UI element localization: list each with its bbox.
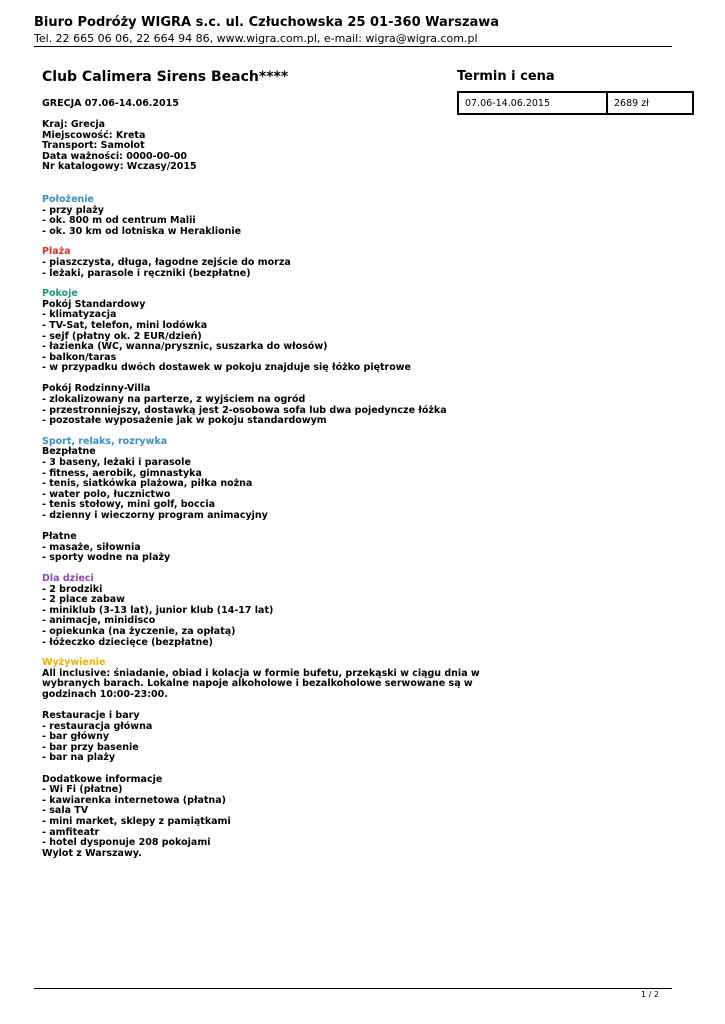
section-title: Dla dzieci [42,572,94,584]
section-line: - ok. 30 km od lotniska w Heraklionie [42,225,242,237]
price-panel [457,68,694,115]
section-line: - masaże, siłownia [42,541,141,553]
section-line: - 2 brodziki [42,583,103,595]
section-3 [42,437,442,564]
agency-title: Biuro Podróży WIGRA s.c. ul. Człuchowska 25 01-360 Warszawa [34,15,500,30]
section-line: - przy plaży [42,204,104,216]
section-body [42,258,442,279]
section-line: - tenis, siatkówka plażowa, piłka nożna [42,478,253,490]
section-line: - animacje, minidisco [42,615,156,627]
offer-info [42,120,442,173]
info-country: Kraj: Grecja [42,119,106,130]
header-divider [34,46,672,47]
section-title: Wyżywienie [42,657,106,669]
section-line: Pokój Standardowy [42,298,146,310]
section-line: - sala TV [42,805,89,817]
section-line: - opiekunka (na życzenie, za opłatą) [42,625,236,637]
section-line: - bar główny [42,731,110,743]
section-line: - restauracja główna [42,720,153,732]
section-line: - balkon/taras [42,351,117,363]
section-line: - 2 place zabaw [42,594,125,606]
section-line: - zlokalizowany na parterze, z wyjściem na ogród [42,394,306,406]
offer-sections [42,193,480,859]
offer-subtitle: GRECJA 07.06-14.06.2015 [42,98,179,109]
section-line: Restauracje i bary [42,710,140,722]
section-line: - w przypadku dwóch dostawek w pokoju znajduje się łóżko piętrowe [42,362,411,374]
section-4 [42,574,442,648]
section-1 [42,247,442,279]
section-line: - łóżeczko dziecięce (bezpłatne) [42,636,214,648]
section-line: - TV-Sat, telefon, mini lodówka [42,319,208,331]
section-line: Wylot z Warszawy. [42,847,142,859]
section-line: Bezpłatne [42,446,96,458]
price-value: 2689 zł [607,92,693,114]
section-line: - sporty wodne na plaży [42,552,171,564]
section-body [42,667,480,860]
price-date: 07.06-14.06.2015 [458,92,607,114]
section-body [42,447,442,564]
offer-content [42,68,480,869]
section-line: - pozostałe wyposażenie jak w pokoju standardowym [42,415,327,427]
section-0 [42,195,442,237]
section-title: Plaża [42,246,71,258]
info-transport: Transport: Samolot [42,140,145,152]
section-line: - łazienka (WC, wanna/prysznic, suszarka do włosów) [42,341,328,353]
offer-title: Club Calimera Sirens Beach**** [42,69,289,85]
section-line: - kawiarenka internetowa (płatna) [42,794,226,806]
section-line: - przestronniejszy, dostawką jest 2-osobowa sofa lub dwa pojedyncze łóżka [42,404,447,416]
blank-line [42,522,442,533]
section-line: - sejf (płatny ok. 2 EUR/dzień) [42,330,202,342]
section-body [42,585,442,649]
section-line: - klimatyzacja [42,309,117,321]
section-body [42,298,447,427]
section-line: - water polo, łucznictwo [42,488,171,500]
section-line: Dodatkowe informacje [42,773,163,785]
page-number: 1 / 2 [641,990,659,999]
section-line: All inclusive: śniadanie, obiad i kolacja w formie bufetu, przekąski w ciągu dnia w [42,667,480,679]
footer-divider [34,988,672,989]
info-catalog-number: Nr katalogowy: Wczasy/2015 [42,161,197,173]
agency-contact: Tel. 22 665 06 06, 22 664 94 86, www.wigra.com.pl, e-mail: wigra@wigra.com.pl [34,32,478,45]
section-line: Płatne [42,531,77,543]
info-validity: Data ważności: 0000-00-00 [42,150,187,162]
section-line: - tenis stołowy, mini golf, boccia [42,499,215,511]
section-line: - ok. 800 m od centrum Malii [42,215,196,227]
section-2 [42,288,447,427]
section-title: Położenie [42,193,94,205]
section-line: - piaszczysta, długa, łagodne zejście do morza [42,256,291,268]
section-line: - 3 baseny, leżaki i parasole [42,457,191,469]
info-location: Miejscowość: Kreta [42,129,146,141]
price-panel-title: Termin i cena [457,69,555,84]
section-line: - mini market, sklepy z pamiątkami [42,816,231,828]
section-line: - bar na plaży [42,752,116,764]
section-line: - fitness, aerobik, gimnastyka [42,467,202,479]
section-line: Pokój Rodzinny-Villa [42,383,151,395]
section-title: Sport, relaks, rozrywka [42,435,168,447]
price-row [458,92,693,114]
section-line: - bar przy basenie [42,741,139,753]
section-line: wybranych barach. Lokalne napoje alkoholowe i bezalkoholowe serwowane są w [42,678,473,690]
section-line: - Wi Fi (płatne) [42,784,123,796]
section-line: - miniklub (3-13 lat), junior klub (14-17 lat) [42,604,274,616]
document-header [34,14,674,46]
section-body [42,206,442,238]
section-line: - dzienny i wieczorny program animacyjny [42,510,268,521]
section-line: - leżaki, parasole i ręczniki (bezpłatne) [42,267,251,279]
section-title: Pokoje [42,288,78,300]
section-line: - amfiteatr [42,826,100,838]
section-line: - hotel dysponuje 208 pokojami [42,837,211,849]
price-table [457,91,694,115]
section-line: godzinach 10:00-23:00. [42,688,168,700]
section-5 [42,657,480,859]
